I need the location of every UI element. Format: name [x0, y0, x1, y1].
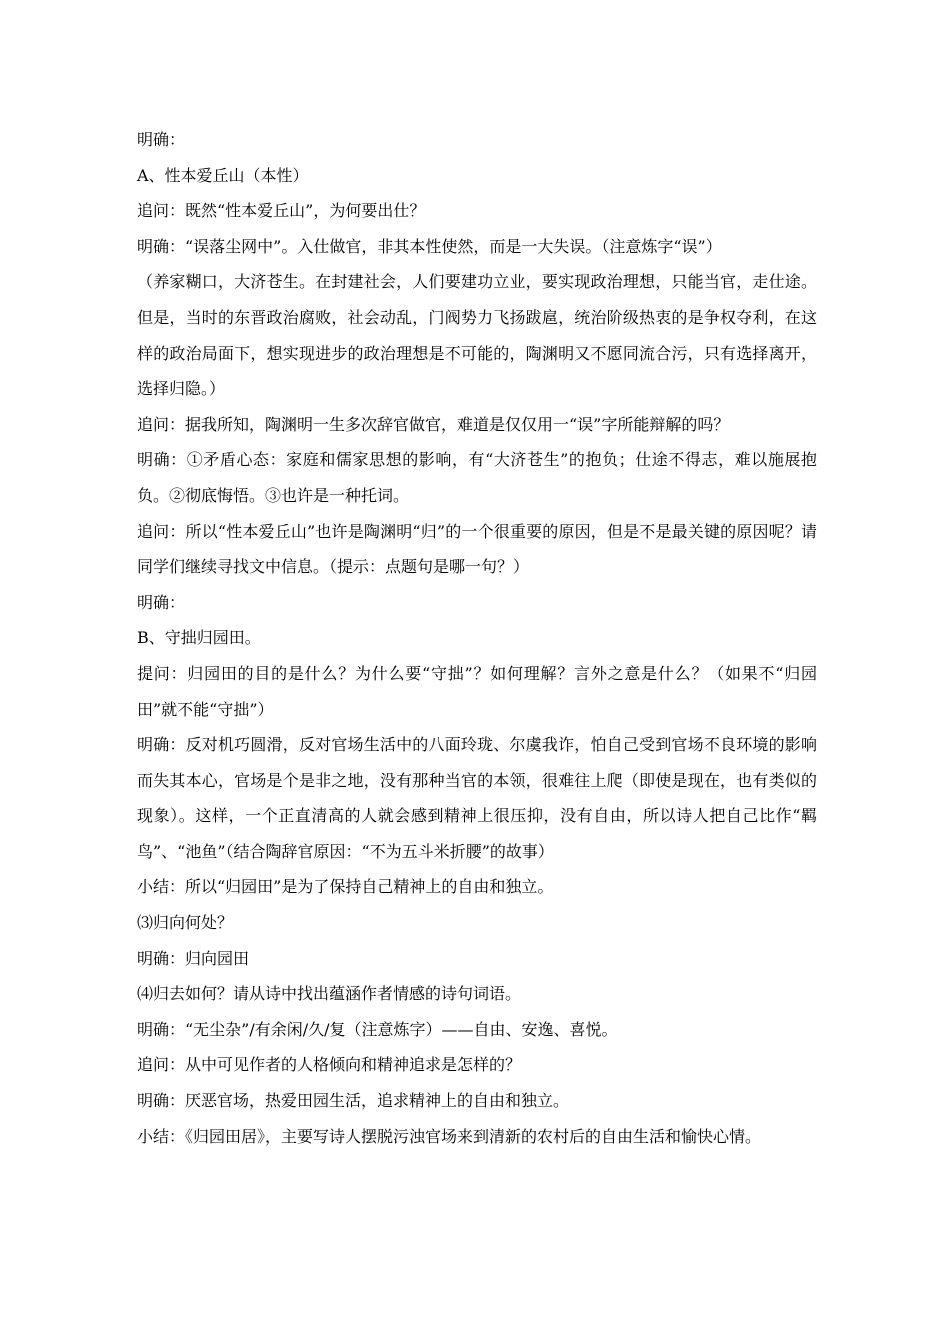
paragraph-question-6: ⑷归去如何？请从诗中找出蕴涵作者情感的诗句词语。 — [137, 984, 522, 1004]
paragraph-question-3: 追问：所以“性本爱丘山”也许是陶渊明“归”的一个很重要的原因，但是不是最关键的原因呢？请同学们继续寻找文中信息。（提示：点题句是哪一句？） — [137, 521, 817, 577]
paragraph-question-1: 追问：既然“性本爱丘山”，为何要出仕？ — [137, 201, 426, 221]
paragraph-answer-4: 明确：反对机巧圆滑，反对官场生活中的八面玲珑、尔虞我诈，怕自己受到官场不良环境的影响而失其本心，官场是个是非之地，没有那种当官的本领，很难往上爬（即使是现在，也有类似的现象）。这样，一个正直清高的人就会感到精神上很压抑，没有自由，所以诗人把自己比作“羁鸟”、“池鱼”（结合陶辞官原因：“不为五斗米折腰”的故事） — [137, 735, 817, 861]
paragraph-mingque-1: 明确： — [137, 130, 186, 149]
paragraph-point-b: B、守拙归园田。 — [137, 628, 261, 648]
paragraph-mingque-2: 明确： — [137, 592, 186, 612]
paragraph-answer-2: 明确：①矛盾心态：家庭和儒家思想的影响，有“大济苍生”的抱负；仕途不得志，难以施展抱负。②彻底悔悟。③也许是一种托词。 — [137, 450, 817, 505]
paragraph-point-a: A、性本爱丘山（本性） — [137, 165, 309, 185]
paragraph-answer-6: 明确：“无尘杂”/有余闲/久/复（注意炼字）——自由、安逸、喜悦。 — [137, 1019, 618, 1039]
paragraph-answer-1: 明确：“误落尘网中”。入仕做官，非其本性使然，而是一大失误。（注意炼字“误”） — [137, 236, 722, 256]
paragraph-question-2: 追问：据我所知，陶渊明一生多次辞官做官，难道是仅仅用一“误”字所能辩解的吗？ — [137, 414, 730, 434]
paragraph-question-7: 追问：从中可见作者的人格倾向和精神追求是怎样的？ — [137, 1055, 522, 1075]
paragraph-explanation-1: （养家糊口，大济苍生。在封建社会，人们要建功立业，要实现政治理想，只能当官，走仕途。但是，当时的东晋政治腐败，社会动乱，门阀势力飞扬跋扈，统治阶级热衷的是争权夺利，在这样的政治局面下，想实现进步的政治理想是不可能的，陶渊明又不愿同流合污，只有选择离开，选择归隐。） — [137, 272, 817, 399]
paragraph-summary-2: 小结：《归园田居》，主要写诗人摆脱污浊官场来到清新的农村后的自由生活和愉快心情。 — [137, 1126, 762, 1146]
paragraph-answer-7: 明确：厌恶官场，热爱田园生活，追求精神上的自由和独立。 — [137, 1091, 570, 1111]
paragraph-question-4: 提问：归园田的目的是什么？为什么要“守拙”？如何理解？言外之意是什么？（如果不“归园田”就不能“守拙”） — [137, 663, 817, 719]
paragraph-summary-1: 小结：所以“归园田”是为了保持自己精神上的自由和独立。 — [137, 877, 554, 897]
document-body — [137, 122, 817, 1154]
paragraph-answer-5: 明确：归向园田 — [137, 948, 250, 968]
paragraph-question-5: ⑶归向何处？ — [137, 913, 234, 933]
